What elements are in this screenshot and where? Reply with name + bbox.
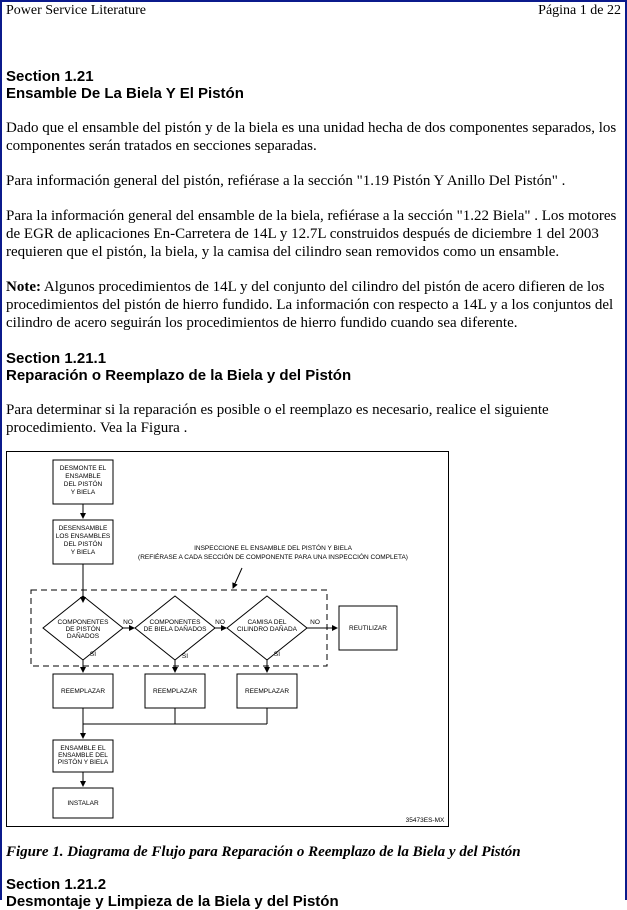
- diamond3-line2: CILINDRO DAÑADA: [237, 626, 297, 633]
- box2-line1: DESENSAMBLE: [58, 525, 108, 532]
- diamond2-line1: COMPONENTES: [149, 619, 201, 626]
- section-number: Section 1.21: [6, 68, 94, 85]
- paragraph-intro: Dado que el ensamble del pistón y de la biela es una unidad hecha de dos componentes separados, los componentes serán tratados en secciones separadas.: [6, 120, 617, 154]
- document-content: [6, 68, 621, 910]
- paragraph-biela-ref: Para la información general del ensamble de la biela, refiérase a la sección "1.22 Biela" . Los motores de EGR de aplicaciones En-Carretera de 14L y 12.7L construidos después de diciembre 1 del 2003 requieren que el pistón, la biela, y la camisa del cilindro sean removidos como un ensamble.: [6, 208, 617, 260]
- box1-line1: DESMONTE EL: [59, 465, 107, 472]
- reemplazar-label-2: REEMPLAZAR: [152, 688, 198, 695]
- paragraph-procedure: Para determinar si la reparación es posible o el reemplazo es necesario, realice el siguiente procedimiento. Vea la Figura .: [6, 402, 549, 436]
- inspect-line2: (REFIÉRASE A CADA SECCIÓN DE COMPONENTE PARA UNA INSPECCIÓN COMPLETA): [138, 554, 408, 561]
- box2-line3: DEL PISTÓN: [63, 541, 103, 548]
- subsection2-title: Desmontaje y Limpieza de la Biela y del Pistón: [6, 893, 339, 910]
- diamond2-line2: DE BIELA DAÑADOS: [143, 626, 207, 633]
- box2-line4: Y BIELA: [70, 549, 96, 556]
- si-label-3: SI: [273, 651, 281, 658]
- subsection2-number: Section 1.21.2: [6, 876, 107, 893]
- note-label: Note:: [6, 279, 41, 295]
- no-label-3: NO: [310, 619, 320, 626]
- section-title: Ensamble De La Biela Y El Pistón: [6, 85, 244, 102]
- reemplazar-label-3: REEMPLAZAR: [244, 688, 290, 695]
- figure-code: 35473ES-MX: [405, 817, 445, 824]
- no-label-1: NO: [123, 619, 133, 626]
- box1-line4: Y BIELA: [70, 489, 96, 496]
- note-paragraph: [6, 278, 621, 332]
- flowchart-figure: [6, 451, 449, 827]
- header-source: Power Service Literature: [6, 3, 146, 18]
- si-label-1: SI: [89, 651, 97, 658]
- paragraph-piston-ref: Para información general del pistón, refiérase a la sección "1.19 Pistón Y Anillo Del Pistón" .: [6, 173, 566, 189]
- diamond1-line1: COMPONENTES: [57, 619, 109, 626]
- page-header: [6, 2, 621, 22]
- inspect-line1: INSPECCIONE EL ENSAMBLE DEL PISTÓN Y BIELA: [194, 545, 352, 552]
- ensamble-line1: ENSAMBLE EL: [60, 745, 106, 752]
- subsection-title: Reparación o Reemplazo de la Biela y del Pistón: [6, 367, 352, 384]
- reutilizar-label: REUTILIZAR: [349, 625, 387, 632]
- ensamble-line2: ENSAMBLE DEL: [58, 752, 108, 759]
- box1-line2: ENSAMBLE: [65, 473, 101, 480]
- ensamble-line3: PISTÓN Y BIELA: [57, 759, 109, 766]
- header-page-number: Página 1 de 22: [538, 3, 621, 18]
- note-text: Algunos procedimientos de 14L y del conjunto del cilindro del pistón de acero difieren de los procedimientos del pistón de hierro fundido. La información con respecto a 14L y a los conjuntos del cilindro de acero seguirán los procedimientos de hierro fundido cuando sea diferente.: [6, 279, 614, 331]
- subsection-number: Section 1.21.1: [6, 350, 107, 367]
- no-label-2: NO: [215, 619, 225, 626]
- diamond3-line1: CAMISA DEL: [247, 619, 287, 626]
- box2-line2: LOS ENSAMBLES: [55, 533, 111, 540]
- si-label-2: SI: [181, 653, 189, 660]
- diamond1-line3: DAÑADOS: [66, 633, 100, 640]
- reemplazar-label-1: REEMPLAZAR: [60, 688, 106, 695]
- box1-line3: DEL PISTÓN: [63, 481, 103, 488]
- figure-caption: Figure 1. Diagrama de Flujo para Reparación o Reemplazo de la Biela y del Pistón: [6, 844, 521, 860]
- instalar-label: INSTALAR: [67, 800, 99, 807]
- diamond1-line2: DE PISTÓN: [65, 626, 101, 633]
- flowchart-diagram: [7, 452, 450, 828]
